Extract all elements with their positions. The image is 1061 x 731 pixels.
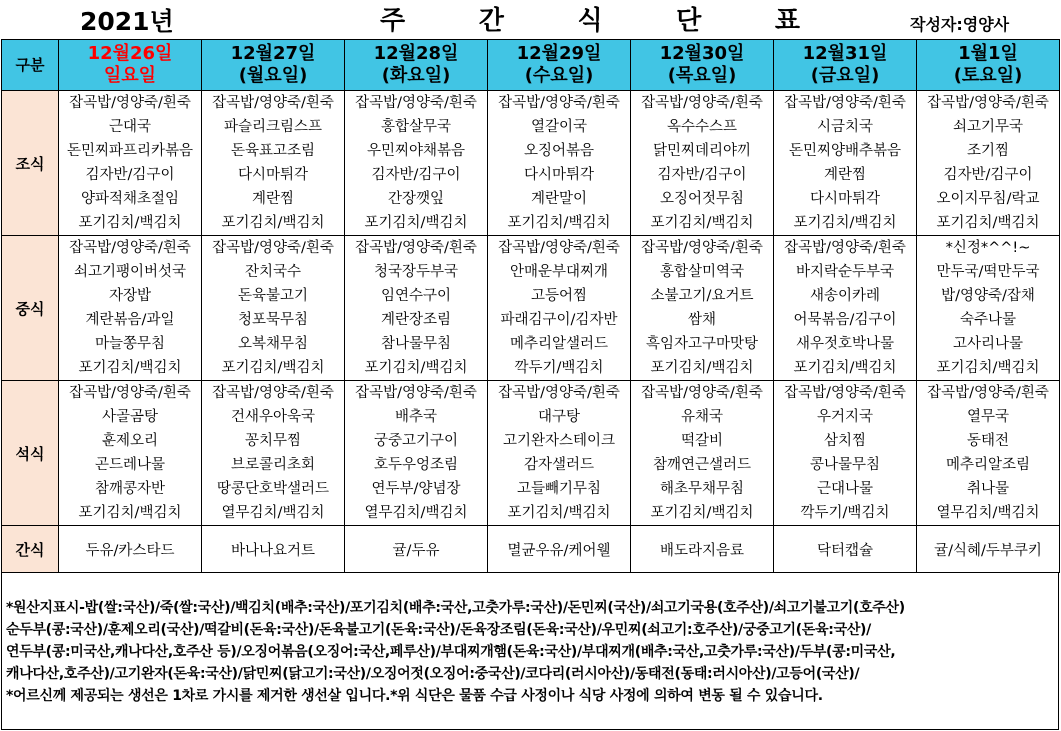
title-char: 식 xyxy=(577,6,603,36)
menu-item: 잡곡밥/영양죽/흰죽 xyxy=(641,240,763,256)
note-line: 연두부(콩:미국산,캐나다산,호주산 등)/오징어볶음(오징어:국산,페루산)/부대찌개햄(돈육:국산)/부대찌개(배추:국산,고춧가루:국산)/두부(콩:미국산, xyxy=(6,644,896,660)
menu-item: 잡곡밥/영양죽/흰죽 xyxy=(69,95,191,111)
menu-item: 흑임자고구마맛탕 xyxy=(645,336,759,352)
menu-item: 오이지무침/락교 xyxy=(936,191,1040,207)
menu-item: 포기김치/백김치 xyxy=(78,360,182,376)
title-char: 주 xyxy=(380,6,406,36)
author-label: 작성자:영양사 xyxy=(910,15,1010,34)
year-label: 2021년 xyxy=(80,7,174,36)
meal-cell xyxy=(202,236,345,381)
day-header xyxy=(774,40,917,91)
menu-item: 포기김치/백김치 xyxy=(221,360,325,376)
note-line: 순두부(콩:국산)/훈제오리(국산)/떡갈비(돈육:국산)/돈육불고기(돈육:국산)/돈육장조림(돈육:국산)/우민찌(쇠고기:호주산)/궁중고기(돈육:국산)/ xyxy=(6,622,871,638)
menu-item: 우거지국 xyxy=(816,409,874,425)
menu-item: 포기김치/백김치 xyxy=(793,215,897,231)
menu-item: 김자반/김구이 xyxy=(657,167,747,183)
meal-cell xyxy=(345,236,488,381)
title-char: 간 xyxy=(478,6,504,36)
menu-item: 훈제오리 xyxy=(101,433,159,449)
menu-item: 열무김치/백김치 xyxy=(221,505,325,521)
menu-item: 계란찜 xyxy=(823,167,867,183)
meal-cell xyxy=(631,91,774,236)
menu-item: 잡곡밥/영양죽/흰죽 xyxy=(69,240,191,256)
menu-item: 포기김치/백김치 xyxy=(364,360,468,376)
snack-row xyxy=(2,526,1060,573)
menu-item: 청국장두부국 xyxy=(373,264,459,280)
day-weekday: (월요일) xyxy=(238,65,308,86)
menu-item: 쌈채 xyxy=(687,312,716,328)
menu-item: 궁중고기구이 xyxy=(373,433,459,449)
menu-item: 김자반/김구이 xyxy=(943,167,1033,183)
snack-item: 두유/카스타드 xyxy=(59,526,202,573)
menu-item: 포기김치/백김치 xyxy=(650,505,754,521)
snack-category: 간식 xyxy=(2,526,59,573)
menu-item: 고들빼기무침 xyxy=(516,481,602,497)
menu-item: 취나물 xyxy=(966,481,1010,497)
menu-item: 잡곡밥/영양죽/흰죽 xyxy=(784,240,906,256)
menu-item: 동태전 xyxy=(966,433,1010,449)
menu-item: 잡곡밥/영양죽/흰죽 xyxy=(355,95,477,111)
menu-item: 돈민찌양배추볶음 xyxy=(788,143,902,159)
meal-cell xyxy=(774,236,917,381)
snack-item: 귤/식혜/두부쿠키 xyxy=(917,526,1060,573)
snack-item: 배도라지음료 xyxy=(631,526,774,573)
menu-item: 포기김치/백김치 xyxy=(364,215,468,231)
meal-row xyxy=(2,91,1060,236)
meal-cell xyxy=(488,381,631,526)
menu-item: 잔치국수 xyxy=(244,264,302,280)
meal-cell xyxy=(59,381,202,526)
day-header xyxy=(488,40,631,91)
menu-item: 포기김치/백김치 xyxy=(78,505,182,521)
menu-item: 조기찜 xyxy=(966,143,1010,159)
menu-item: 바지락순두부국 xyxy=(795,264,895,280)
menu-item: 곤드레나물 xyxy=(94,457,166,473)
title-row xyxy=(0,0,1061,40)
menu-item: *신정*^^!~ xyxy=(945,240,1031,256)
menu-item: 돈육표고조림 xyxy=(230,143,316,159)
day-date: 12월30일 xyxy=(659,43,745,64)
meal-category: 중식 xyxy=(2,236,59,381)
menu-item: 잡곡밥/영양죽/흰죽 xyxy=(784,385,906,401)
meal-cell xyxy=(917,381,1060,526)
menu-item: 오복채무침 xyxy=(237,336,309,352)
menu-item: 떡갈비 xyxy=(680,433,724,449)
menu-item: 계란장조림 xyxy=(380,312,452,328)
menu-item: 잡곡밥/영양죽/흰죽 xyxy=(212,240,334,256)
menu-item: 잡곡밥/영양죽/흰죽 xyxy=(784,95,906,111)
menu-item: 잡곡밥/영양죽/흰죽 xyxy=(355,240,477,256)
day-weekday: (토요일) xyxy=(953,65,1023,86)
meal-cell xyxy=(345,381,488,526)
menu-item: 홍합살미역국 xyxy=(659,264,745,280)
menu-item: 숙주나물 xyxy=(959,312,1017,328)
menu-item: 어묵볶음/김구이 xyxy=(793,312,897,328)
menu-item: 콩나물무침 xyxy=(809,457,881,473)
menu-item: 쇠고기무국 xyxy=(952,119,1024,135)
menu-item: 대구탕 xyxy=(537,409,581,425)
menu-item: 잡곡밥/영양죽/흰죽 xyxy=(927,385,1049,401)
title-char: 단 xyxy=(676,6,702,36)
menu-item: 옥수수스프 xyxy=(666,119,738,135)
menu-item: 시금치국 xyxy=(816,119,874,135)
day-date: 12월29일 xyxy=(516,43,602,64)
meal-cell xyxy=(345,91,488,236)
menu-item: 꽁치무찜 xyxy=(244,433,302,449)
origin-notes xyxy=(1,572,1059,730)
meal-cell xyxy=(59,91,202,236)
meal-cell xyxy=(202,381,345,526)
menu-item: 감자샐러드 xyxy=(523,457,595,473)
category-header: 구분 xyxy=(2,40,59,91)
menu-item: 메추리알조림 xyxy=(945,457,1031,473)
menu-item: 자장밥 xyxy=(108,288,152,304)
menu-item: 파슬리크림스프 xyxy=(223,119,323,135)
menu-item: 포기김치/백김치 xyxy=(936,360,1040,376)
menu-item: 배추국 xyxy=(394,409,438,425)
snack-item: 귤/두유 xyxy=(345,526,488,573)
meal-cell xyxy=(488,236,631,381)
day-weekday: 일요일 xyxy=(103,65,157,86)
menu-item: 포기김치/백김치 xyxy=(507,215,611,231)
meal-cell xyxy=(488,91,631,236)
day-weekday: (화요일) xyxy=(381,65,451,86)
menu-item: 다시마튀각 xyxy=(809,191,881,207)
menu-item: 브로콜리초회 xyxy=(230,457,316,473)
menu-item: 잡곡밥/영양죽/흰죽 xyxy=(212,385,334,401)
menu-item: 계란볶음/과일 xyxy=(85,312,175,328)
day-weekday: (금요일) xyxy=(810,65,880,86)
menu-item: 다시마튀각 xyxy=(237,167,309,183)
menu-item: 잡곡밥/영양죽/흰죽 xyxy=(498,385,620,401)
menu-item: 참나물무침 xyxy=(380,336,452,352)
menu-item: 계란찜 xyxy=(251,191,295,207)
menu-item: 김자반/김구이 xyxy=(85,167,175,183)
menu-item: 열무김치/백김치 xyxy=(936,505,1040,521)
meal-row xyxy=(2,381,1060,526)
menu-item: 오징어볶음 xyxy=(523,143,595,159)
menu-item: 우민찌야채볶음 xyxy=(366,143,466,159)
menu-item: 잡곡밥/영양죽/흰죽 xyxy=(355,385,477,401)
menu-item: 포기김치/백김치 xyxy=(221,215,325,231)
menu-item: 새우젓호박나물 xyxy=(795,336,895,352)
menu-item: 청포묵무침 xyxy=(237,312,309,328)
menu-item: 간장깻잎 xyxy=(387,191,445,207)
menu-item: 잡곡밥/영양죽/흰죽 xyxy=(498,95,620,111)
menu-item: 닭민찌데리야끼 xyxy=(652,143,752,159)
menu-item: 해초무채무침 xyxy=(659,481,745,497)
meal-cell xyxy=(631,381,774,526)
meal-cell xyxy=(202,91,345,236)
meal-cell xyxy=(631,236,774,381)
menu-item: 호두우엉조림 xyxy=(373,457,459,473)
menu-item: 돈민찌파프리카볶음 xyxy=(66,143,194,159)
meal-body xyxy=(2,91,1060,573)
day-weekday: (목요일) xyxy=(667,65,737,86)
menu-item: 잡곡밥/영양죽/흰죽 xyxy=(927,95,1049,111)
menu-item: 잡곡밥/영양죽/흰죽 xyxy=(641,95,763,111)
menu-item: 건새우아욱국 xyxy=(230,409,316,425)
page-title xyxy=(380,0,800,37)
meal-category: 조식 xyxy=(2,91,59,236)
menu-item: 임연수구이 xyxy=(380,288,452,304)
weekly-menu-table xyxy=(1,39,1060,573)
day-date: 1월1일 xyxy=(958,43,1018,64)
menu-item: 다시마튀각 xyxy=(523,167,595,183)
menu-item: 밥/영양죽/잡채 xyxy=(941,288,1035,304)
snack-item: 바나나요거트 xyxy=(202,526,345,573)
menu-item: 돈육불고기 xyxy=(237,288,309,304)
menu-item: 안매운부대찌개 xyxy=(509,264,609,280)
menu-item: 잡곡밥/영양죽/흰죽 xyxy=(641,385,763,401)
title-char: 표 xyxy=(774,6,800,36)
day-header xyxy=(202,40,345,91)
menu-item: 고사리나물 xyxy=(952,336,1024,352)
meal-cell xyxy=(774,381,917,526)
day-header xyxy=(345,40,488,91)
menu-item: 고기완자스테이크 xyxy=(502,433,616,449)
menu-item: 연두부/양념장 xyxy=(371,481,461,497)
menu-item: 깍두기/백김치 xyxy=(514,360,604,376)
meal-cell xyxy=(59,236,202,381)
menu-item: 김자반/김구이 xyxy=(371,167,461,183)
note-line: 캐나다산,호주산)/고기완자(돈육:국산)/닭민찌(닭고기:국산)/오징어젓(오징어:중국산)/코다리(러시아산)/동태전(동태:러시아산)/고등어(국산)/ xyxy=(6,666,860,682)
day-header xyxy=(631,40,774,91)
day-date: 12월26일 xyxy=(87,43,173,64)
menu-item: 새송이카레 xyxy=(809,288,881,304)
day-header xyxy=(59,40,202,91)
day-date: 12월28일 xyxy=(373,43,459,64)
menu-item: 고등어찜 xyxy=(530,288,588,304)
day-header xyxy=(917,40,1060,91)
day-weekday: (수요일) xyxy=(524,65,594,86)
menu-item: 유채국 xyxy=(680,409,724,425)
menu-item: 계란말이 xyxy=(530,191,588,207)
menu-item: 만두국/떡만두국 xyxy=(936,264,1040,280)
menu-item: 쇠고기팽이버섯국 xyxy=(73,264,187,280)
menu-item: 메추리알샐러드 xyxy=(509,336,609,352)
menu-item: 홍합살무국 xyxy=(380,119,452,135)
menu-item: 오징어젓무침 xyxy=(659,191,745,207)
menu-item: 잡곡밥/영양죽/흰죽 xyxy=(498,240,620,256)
meal-cell xyxy=(774,91,917,236)
menu-item: 열갈이국 xyxy=(530,119,588,135)
menu-item: 마늘쫑무침 xyxy=(94,336,166,352)
menu-item: 열무김치/백김치 xyxy=(364,505,468,521)
menu-item: 열무국 xyxy=(966,409,1010,425)
menu-item: 삼치찜 xyxy=(823,433,867,449)
note-line: *어르신께 제공되는 생선은 1차로 가시를 제거한 생선살 입니다.*위 식단은 물품 수급 사정이나 식당 사정에 의하여 변동 될 수 있습니다. xyxy=(6,688,823,704)
snack-item: 멸균우유/케어웰 xyxy=(488,526,631,573)
note-line: *원산지표시-밥(쌀:국산)/죽(쌀:국산)/백김치(배추:국산)/포기김치(배추:국산,고춧가루:국산)/돈민찌(국산)/쇠고기국용(호주산)/쇠고기불고기(호주산) xyxy=(6,600,905,616)
menu-item: 참깨연근샐러드 xyxy=(652,457,752,473)
day-date: 12월27일 xyxy=(230,43,316,64)
meal-row xyxy=(2,236,1060,381)
menu-item: 근대국 xyxy=(108,119,152,135)
meal-cell xyxy=(917,236,1060,381)
menu-item: 양파적채초절임 xyxy=(80,191,180,207)
menu-item: 포기김치/백김치 xyxy=(936,215,1040,231)
menu-item: 포기김치/백김치 xyxy=(650,215,754,231)
menu-item: 포기김치/백김치 xyxy=(78,215,182,231)
menu-item: 잡곡밥/영양죽/흰죽 xyxy=(69,385,191,401)
menu-item: 포기김치/백김치 xyxy=(507,505,611,521)
menu-item: 땅콩단호박샐러드 xyxy=(216,481,330,497)
menu-item: 포기김치/백김치 xyxy=(650,360,754,376)
meal-category: 석식 xyxy=(2,381,59,526)
menu-item: 참깨콩자반 xyxy=(94,481,166,497)
snack-item: 닥터캡슐 xyxy=(774,526,917,573)
menu-item: 포기김치/백김치 xyxy=(793,360,897,376)
menu-item: 잡곡밥/영양죽/흰죽 xyxy=(212,95,334,111)
menu-item: 사골곰탕 xyxy=(101,409,159,425)
menu-item: 근대나물 xyxy=(816,481,874,497)
menu-item: 소불고기/요거트 xyxy=(650,288,754,304)
day-date: 12월31일 xyxy=(802,43,888,64)
menu-item: 파래김구이/김자반 xyxy=(500,312,618,328)
menu-item: 깍두기/백김치 xyxy=(800,505,890,521)
meal-cell xyxy=(917,91,1060,236)
header-row xyxy=(2,40,1060,91)
